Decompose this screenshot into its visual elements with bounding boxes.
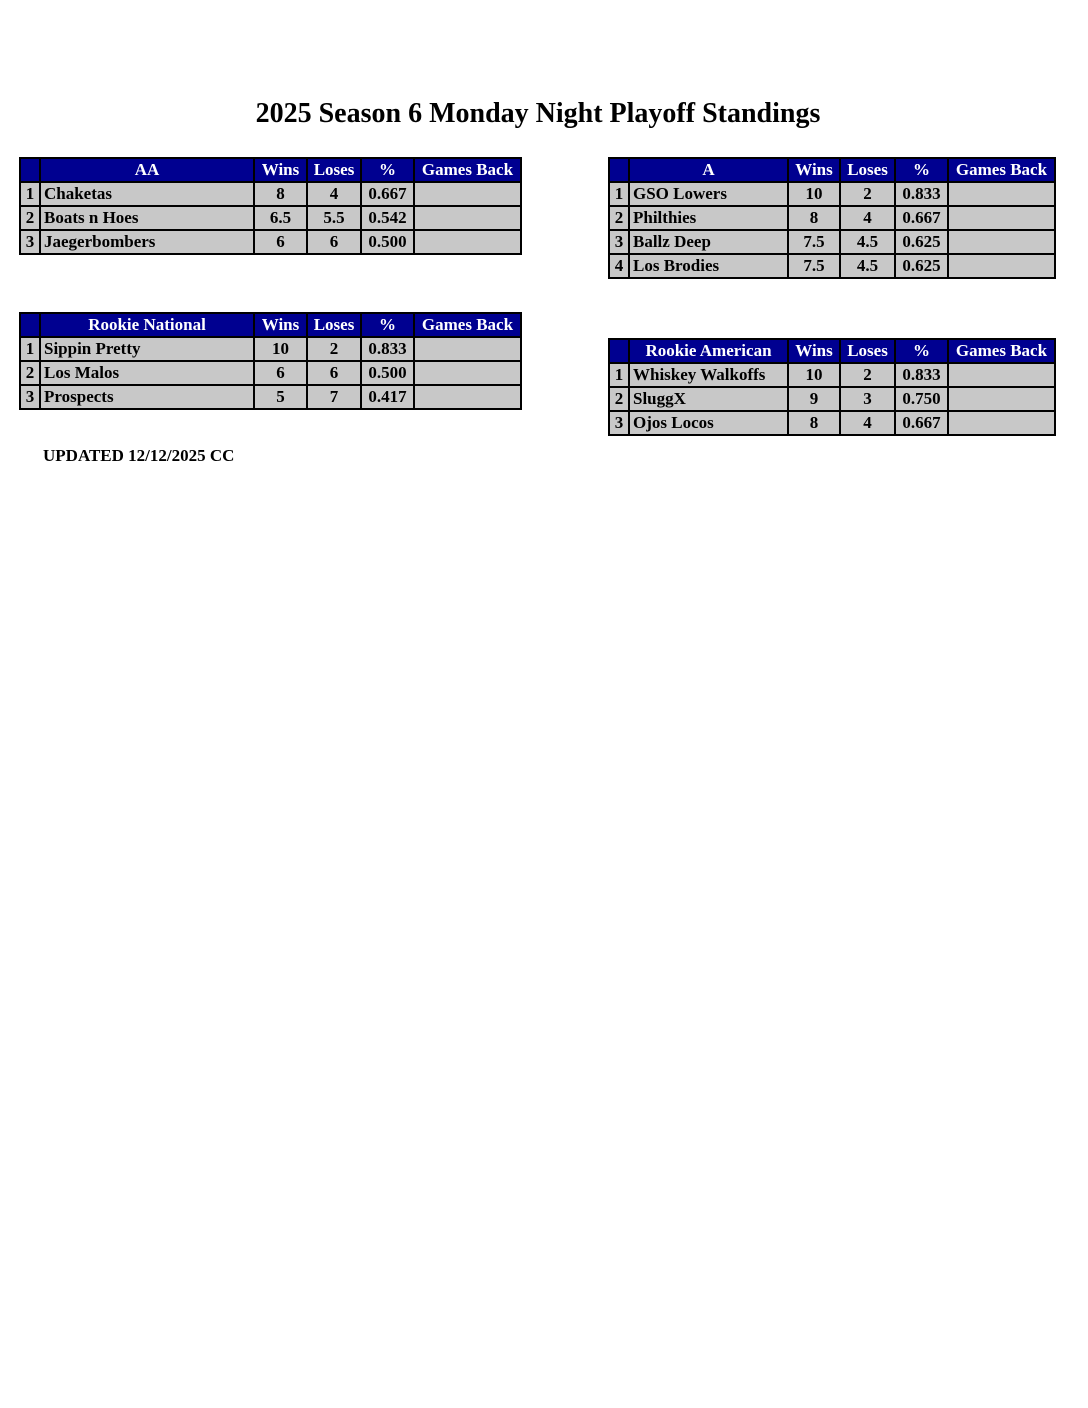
pct-cell: 0.833 [895,363,948,387]
division-name: A [629,158,788,182]
updated-note: UPDATED 12/12/2025 CC [43,446,235,465]
table-row [609,230,1055,254]
loses-header: Loses [307,313,361,337]
pct-cell: 0.667 [895,411,948,435]
pct-header: % [895,158,948,182]
team-cell: Sippin Pretty [40,337,254,361]
rank-header [609,158,629,182]
games-back-header: Games Back [948,158,1055,182]
standings-table-a [608,157,1056,279]
loses-cell: 4.5 [840,230,895,254]
pct-cell: 0.417 [361,385,414,409]
wins-cell: 7.5 [788,230,840,254]
team-cell: Jaegerbombers [40,230,254,254]
loses-cell: 4 [307,182,361,206]
loses-cell: 5.5 [307,206,361,230]
wins-cell: 8 [788,206,840,230]
loses-cell: 2 [840,182,895,206]
pct-header: % [895,339,948,363]
wins-header: Wins [254,158,307,182]
pct-cell: 0.750 [895,387,948,411]
games-back-cell [948,411,1055,435]
team-cell: Ballz Deep [629,230,788,254]
pct-cell: 0.500 [361,230,414,254]
rank-cell: 1 [20,337,40,361]
division-name: Rookie American [629,339,788,363]
pct-cell: 0.667 [895,206,948,230]
loses-header: Loses [840,339,895,363]
rank-cell: 3 [20,385,40,409]
rank-cell: 2 [609,206,629,230]
wins-cell: 7.5 [788,254,840,278]
wins-cell: 6.5 [254,206,307,230]
wins-cell: 10 [254,337,307,361]
wins-cell: 8 [788,411,840,435]
pct-cell: 0.542 [361,206,414,230]
games-back-header: Games Back [414,313,521,337]
table-row [609,363,1055,387]
rank-cell: 3 [609,230,629,254]
pct-cell: 0.625 [895,254,948,278]
rank-header [20,313,40,337]
games-back-cell [414,206,521,230]
games-back-cell [414,337,521,361]
pct-cell: 0.833 [895,182,948,206]
loses-cell: 4.5 [840,254,895,278]
table-row [20,182,521,206]
games-back-cell [948,387,1055,411]
table-row [609,182,1055,206]
loses-cell: 6 [307,361,361,385]
loses-cell: 3 [840,387,895,411]
team-cell: Chaketas [40,182,254,206]
rank-cell: 3 [609,411,629,435]
rank-cell: 1 [609,182,629,206]
games-back-cell [948,206,1055,230]
games-back-header: Games Back [414,158,521,182]
loses-header: Loses [307,158,361,182]
table-row [20,361,521,385]
team-cell: SluggX [629,387,788,411]
games-back-cell [948,254,1055,278]
rank-cell: 1 [20,182,40,206]
team-cell: Prospects [40,385,254,409]
pct-cell: 0.667 [361,182,414,206]
rank-header [20,158,40,182]
team-cell: Boats n Hoes [40,206,254,230]
wins-cell: 10 [788,182,840,206]
rank-cell: 1 [609,363,629,387]
wins-header: Wins [254,313,307,337]
pct-cell: 0.833 [361,337,414,361]
team-cell: Los Brodies [629,254,788,278]
table-row [20,385,521,409]
table-row [20,230,521,254]
rank-cell: 4 [609,254,629,278]
table-row [609,206,1055,230]
pct-cell: 0.500 [361,361,414,385]
games-back-cell [414,230,521,254]
loses-cell: 2 [307,337,361,361]
table-header-row [609,339,1055,363]
pct-header: % [361,158,414,182]
rank-header [609,339,629,363]
table-header-row [20,313,521,337]
wins-header: Wins [788,158,840,182]
table-row [20,206,521,230]
table-row [20,337,521,361]
games-back-cell [414,182,521,206]
team-cell: Philthies [629,206,788,230]
wins-cell: 9 [788,387,840,411]
table-row [609,411,1055,435]
wins-cell: 10 [788,363,840,387]
loses-cell: 4 [840,411,895,435]
loses-cell: 2 [840,363,895,387]
wins-header: Wins [788,339,840,363]
team-cell: Los Malos [40,361,254,385]
division-name: AA [40,158,254,182]
loses-cell: 6 [307,230,361,254]
wins-cell: 8 [254,182,307,206]
pct-header: % [361,313,414,337]
standings-table-rookie-national [19,312,522,410]
standings-table-aa [19,157,522,255]
games-back-cell [948,230,1055,254]
games-back-header: Games Back [948,339,1055,363]
wins-cell: 6 [254,361,307,385]
pct-cell: 0.625 [895,230,948,254]
games-back-cell [414,361,521,385]
rank-cell: 2 [20,206,40,230]
team-cell: GSO Lowers [629,182,788,206]
team-cell: Ojos Locos [629,411,788,435]
games-back-cell [948,363,1055,387]
loses-cell: 4 [840,206,895,230]
wins-cell: 5 [254,385,307,409]
games-back-cell [948,182,1055,206]
team-cell: Whiskey Walkoffs [629,363,788,387]
loses-header: Loses [840,158,895,182]
table-header-row [609,158,1055,182]
table-row [609,254,1055,278]
rank-cell: 3 [20,230,40,254]
page-title: 2025 Season 6 Monday Night Playoff Standings [255,98,821,129]
wins-cell: 6 [254,230,307,254]
standings-table-rookie-american [608,338,1056,436]
games-back-cell [414,385,521,409]
rank-cell: 2 [609,387,629,411]
table-row [609,387,1055,411]
loses-cell: 7 [307,385,361,409]
table-header-row [20,158,521,182]
division-name: Rookie National [40,313,254,337]
rank-cell: 2 [20,361,40,385]
